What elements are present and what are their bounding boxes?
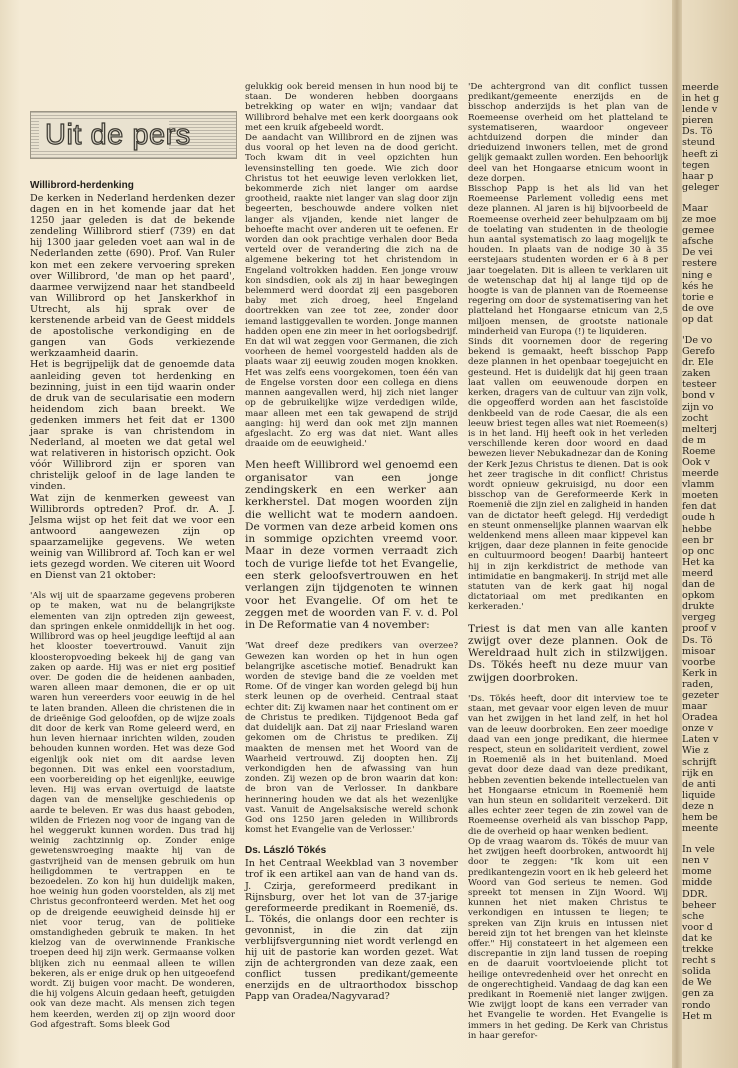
cropped-line: De vei: [682, 247, 713, 259]
cropped-line: geleger: [682, 181, 719, 193]
cropped-line: hebbe: [682, 523, 712, 535]
cropped-line: meerde: [682, 82, 719, 93]
cropped-line: Het m: [682, 1010, 713, 1022]
article-paragraph: Men heeft Willibrord wel genoemd een organisator van een jonge zendingskerk en een werker aan kerkherstel. Dat mogen woorden zijn die wellicht wat te modern aandoen. De vormen van deze arbeid komen ons in sommige opzichten vreemd voor. Maar in deze vormen verraadt zich toch de vurige liefde tot het Evangelie, een sterk geloofsvertrouwen en het verlangen zijn tijdgenoten te winnen voor het Evangelie. Of om het te zeggen met de woorden van F. v. d. Pol in De Reformatie van 4 november:: [245, 459, 458, 632]
cropped-line: rondo: [682, 999, 711, 1011]
cropped-line: lende v: [682, 104, 718, 116]
cropped-line: DDR.: [682, 888, 708, 900]
article-paragraph: In het Centraal Weekblad van 3 november trof ik een artikel aan van de hand van ds. J. Czirja, gereformeerd predikant in Rijnsburg, over het lot van de 37-jarige gereformeerde predikant in Roemenië, ds. L. Tökés, die onlangs door een rechter is gevonnist, in die zin dat zijn verblijfsvergunning niet wordt verlengd en hij uit de pastorie kan worden gezet. Wat zijn de achtergronden van deze zaak, een conflict tussen predikant/gemeente enerzijds en de ultraorthodox bisschop Papp van Oradea/Nagyvarad?: [245, 858, 458, 1003]
cropped-line: Gerefo: [682, 346, 715, 358]
article-paragraph: Wat zijn de kenmerken geweest van Willibrords optreden? Prof. dr. A. J. Jelsma wijst op het feit dat we voor een antwoord aangewezen zijn op spaarzamelijke gegevens. We weten weinig van Willibrord af. Toch kan er wel iets gezegd worden. We citeren uit Woord en Dienst van 21 oktober:: [30, 492, 235, 582]
cropped-line: dr. Ele: [682, 357, 714, 369]
cropped-line: Maar: [682, 202, 708, 214]
cropped-line: steund: [682, 137, 715, 149]
cropped-line: Kerk in: [682, 667, 718, 679]
cropped-line: moeten: [682, 490, 719, 502]
quote-paragraph: Op de vraag waarom ds. Tökés de muur van het zwijgen heeft doorbroken, antwoordt hij door te zeggen: "Ik kom uit een predikantengezin voort en ik heb geleerd het Woord van God serieus te nemen. God spreekt tot mensen in Zijn Woord. Wij kunnen het niet maken Christus te verkondigen en intussen te liegen; te spreken van Zijn kruis en intussen niet bereid zijn tot het brengen van het kleinste offer." Hij constateert in het algemeen een discrepantie in zijn land tussen de roeping en de daaruit voortvloeiende plicht tot heilige ontevredenheid over het onrecht en de ongerechtigheid. Vandaag de dag kan een predikant in Roemenië niet langer zwijgen. Wie zwijgt loopt de kans een verrader van het Evangelie te worden. Het Evangelie is immers in het geding. De Kerk van Christus in haar gerefor-: [468, 836, 668, 1041]
cropped-line: Laten v: [682, 734, 719, 746]
cropped-line: gemee: [682, 225, 715, 237]
quote-paragraph: Bisschop Papp is het als lid van het Roemeense Parlement volledig eens met deze plannen. Al jaren is hij bijvoorbeeld de Roemeense overheid zeer behulpzaam om bij de toelating van studenten in de theologie hun aantal systematisch zo laag mogelijk te houden. In plaats van de nodige 30 à 35 eerstejaars studenten worden er 6 à 8 per jaar toegelaten. Dit is alleen te verklaren uit de wetenschap dat hij al lange tijd op de hoogte is van de plannen van de Roemeense regering om door de systematisering van het platteland het Hongaarse etnicum van 2,5 miljoen mensen, de grootste nationale minderheid van Europa (!) te liquideren.: [468, 184, 668, 337]
cropped-line: recht s: [682, 955, 716, 967]
cropped-line: ze moe: [682, 214, 717, 226]
cropped-line: onze v: [682, 723, 714, 735]
cropped-line: trekke: [682, 944, 714, 956]
page-fold-gutter: [672, 0, 682, 1068]
cropped-line: beheer: [682, 899, 716, 911]
cropped-line: Wie z: [682, 745, 709, 757]
cropped-line: vergeg: [682, 612, 716, 624]
cropped-line: in het g: [682, 93, 720, 105]
cropped-line: zijn vo: [682, 401, 714, 413]
cropped-line: liquide: [682, 789, 716, 801]
article-paragraph: Het is begrijpelijk dat de genoemde data aanleiding geven tot herdenking en bezinning, juist in een tijd waarin onder de druk van de secularisatie een modern heidendom zich baan breekt. We gedenken immers het feit dat er 1300 jaar sprake is van christendom in Nederland, al moeten we dat getal wel wat relativeren in historisch opzicht. Ook vóór Willibrord zijn er sporen van christelijk geloof in de lage landen te vinden.: [30, 359, 235, 493]
cropped-line: de ove: [682, 302, 714, 314]
cropped-line: meerde: [682, 468, 719, 480]
masthead-title: Uit de pers: [45, 119, 191, 151]
cropped-line: zocht: [682, 412, 709, 424]
section-heading-tokes: Ds. László Tökés: [245, 845, 327, 857]
cropped-line: haar p: [682, 170, 714, 182]
cropped-line: vlamm: [682, 479, 715, 491]
quote-paragraph: gelukkig ook bereid mensen in hun nood bij te staan. De wonderen hebben doorgaans betrekking op water en wijn; vandaar dat Willibrord behalve met een kerk doorgaans ook met een kruik afgebeeld wordt.: [245, 82, 458, 133]
cropped-line: raden,: [682, 678, 714, 690]
cropped-line: de anti: [682, 778, 716, 790]
cropped-line: zaken: [682, 368, 711, 380]
cropped-line: meente: [682, 823, 719, 835]
cropped-line: testeer: [682, 379, 717, 391]
cropped-line: de m: [682, 434, 706, 446]
cropped-line: 'De vo: [682, 334, 713, 346]
cropped-line: mome: [682, 866, 712, 878]
cropped-line: afsche: [682, 236, 714, 248]
cropped-line: proof v: [682, 623, 717, 635]
cropped-line: drukte: [682, 601, 715, 613]
column-3: [468, 82, 668, 1041]
cropped-line: pieren: [682, 115, 714, 127]
cropped-line: Oradea: [682, 712, 718, 724]
cropped-line: rijk en: [682, 767, 714, 779]
cropped-line: Roeme: [682, 445, 716, 457]
cropped-line: schrijft: [682, 756, 717, 768]
cropped-line: deze n: [682, 800, 714, 812]
cropped-line: In vele: [682, 844, 715, 856]
quote-paragraph: 'Wat dreef deze predikers van overzee? Gewezen kan worden op het in hun ogen belangrijke ascetische motief. Benadrukt kan worden de stevige band die ze voelden met Rome. Of de vinger kan worden gelegd bij hun sterk leunen op de overheid. Centraal staat echter dit: Zij kwamen naar het continent om er de Christus te prediken. Tijdgenoot Beda gaf dat duidelijk aan. Dat zij naar Friesland waren gekomen om de Christus te prediken. Zij maakten de mensen met het Woord van de Waarheid vertrouwd. Zij doopten hen. Zij verkondigden hen de afwassing van hun zonden. Zij wezen op de bron waarin dat kon: de bron van de Verlosser. In dankbare herinnering houden we dat als het wezenlijke vast. Vanuit de Angelsaksische wereld schonk God ons 1250 jaren geleden in Willibrords komst het Evangelie van de Verlosser.': [245, 641, 458, 836]
cropped-line: misoar: [682, 645, 716, 657]
quote-paragraph: De aandacht van Willibrord en de zijnen was dus vooral op het leven na de dood gericht. Toch kwam dit in veel opzichten hun levensinstelling ten goede. Wie zich door Christus tot het eeuwige leven verlokken liet, bekommerde zich niet langer om aardse grootheid, raakte niet langer van slag door zijn begeerten, beschouwde andere volken niet langer als vijanden, kende niet langer de behoefte macht over anderen uit te oefenen. Er worden dan ook prachtige verhalen door Beda verteld over de verandering die zich na de algemene bekering tot het christendom in Engeland voltrokken hadden. Een jonge vrouw kon sindsdien, ook als zij in haar bewegingen belemmerd werd doordat zij een pasgeboren baby met zich droeg, heel Engeland doortrekken van zee tot zee, zonder door iemand lastiggevallen te worden. Jonge mannen hadden open ene zin meer in het oorlogsbedrijf. En dat wil wat zeggen voor Germanen, die zich voorheen de hemel voorgesteld hadden als de plaats waar zij eeuwig zouden mogen knokken. Het was zelfs eens voorgekomen, toen één van de Engelse vorsten door een collega en diens mannen aangevallen werd, hij zich niet langer op de gebruikelijke wijze verdedigen wilde, maar alleen met een tak gewapend de strijd aanging: hij werd dan ook met zijn mannen afgeslacht. Zo erg was dat niet. Want alles draaide om de eeuwigheid.': [245, 133, 458, 450]
cropped-line: Ds. Tö: [682, 634, 713, 646]
cropped-line: meerd: [682, 567, 714, 579]
column-1: [30, 180, 235, 1030]
quote-paragraph: 'Ds. Tökés heeft, door dit interview toe te staan, met gevaar voor eigen leven de muur van het zwijgen in het land zelf, in het hol van de leeuw doorbroken. Een zeer moedige daad van een jonge predikant, die hiermee respect, steun en solidariteit verdient, zowel in Roemenië als in het buitenland. Moed gevat door deze daad van deze predikant, hebben zeventien bekende intellectuelen van het Hongaarse etnicum in Roemenië hem van hun steun en solidariteit verzekerd. Dit alles echter zeer tegen de zin zowel van de Roemeense overheid als van bisschop Papp, die de overheid op haar wenken bedient.: [468, 694, 668, 837]
cropped-line: kés he: [682, 280, 714, 292]
cropped-line: sche: [682, 910, 705, 922]
cropped-line: opkom: [682, 590, 715, 602]
cropped-line: tegen: [682, 159, 710, 171]
cropped-line: gezeter: [682, 689, 719, 701]
cropped-line: restere: [682, 258, 717, 270]
cropped-line: melterj: [682, 423, 717, 435]
cropped-line: fen dat: [682, 501, 717, 513]
cropped-line: hem be: [682, 812, 718, 823]
cropped-line: op onc: [682, 545, 715, 557]
cropped-line: de We: [682, 977, 712, 989]
column-masthead: [30, 111, 237, 159]
cropped-line: op dat: [682, 313, 713, 325]
cropped-line: oude h: [682, 512, 716, 524]
cropped-line: Ook v: [682, 457, 710, 468]
cropped-line: ning e: [682, 269, 713, 281]
cropped-line: bond v: [682, 390, 715, 402]
cropped-line: Ds. Tö: [682, 126, 713, 138]
cropped-line: gen za: [682, 988, 714, 1000]
cropped-line: voor d: [682, 921, 713, 933]
section-heading-willibrord: Willibrord-herdenking: [30, 180, 134, 191]
cropped-line: midde: [682, 877, 713, 889]
column-4-cropped: [682, 82, 738, 1032]
cropped-line: maar: [682, 701, 708, 713]
cropped-line: heeft zi: [682, 148, 719, 160]
cropped-line: solida: [682, 966, 711, 978]
cropped-line: voorbe: [682, 656, 716, 668]
article-paragraph: De kerken in Nederland herdenken dezer dagen en in het komende jaar dat het 1250 jaar geleden is dat de bekende zendeling Willibrord stierf (739) en dat hij 1300 jaar geleden voet aan wal in de Nederlanden zette (690). Prof. Van Ruler kon met een zekere vervoering spreken over Willibrord, 'de man op het paard', daarmee verwijzend naar het standbeeld van Willibrord op het Janskerkhof in Utrecht, als hij sprak over de kerstenende arbeid van de Geest middels de apostolische verkondiging en de gangen van Gods verkiezende werkzaamheid daarin.: [30, 193, 235, 360]
column-2: [245, 82, 458, 1032]
cropped-line: Het ka: [682, 556, 715, 568]
cropped-line: torie e: [682, 291, 714, 303]
quote-paragraph: 'De achtergrond van dit conflict tussen predikant/gemeente enerzijds en de bisschop anderzijds is het plan van de Roemeense overheid om het platteland te systematiseren, waardoor ongeveer achtduizend dorpen die minder dan drieduizend inwoners tellen, met de grond gelijk gemaakt zullen worden. Een behoorlijk deel van het Hongaarse etnicum woont in deze dorpen.: [468, 82, 668, 184]
cropped-line: een br: [682, 534, 714, 546]
cropped-line: nen v: [682, 855, 709, 867]
quote-paragraph: Sinds dit voornemen door de regering bekend is gemaakt, heeft bisschop Papp deze plannen in het openbaar toegejuicht en gesteund. Het is duidelijk dat hij geen traan laat vallen om eeuwenoude dorpen en kerken, dragers van de cultuur van zijn volk, die opgeofferd worden aan het fascistoïde denkbeeld van de rode Caesar, die als een leeuw briest tegen alles wat niet Roemeen(s) is in het land. Hij heeft ook in het verleden verschillende keren door woord en daad bewezen liever Nebukadnezar dan de Koning der Kerk Jezus Christus te dienen. Dat is ook het zeer tragische in dit conflict! Christus wordt opnieuw gekruisigd, nu door een bisschop van de Gereformeerde Kerk in Roemenië die zijn ziel en zaligheid in handen van de dictator heeft gelegd. Hij verdedigt en steunt onmenselijke plannen waarvan elk weldenkend mens alleen maar kippevel kan krijgen, daar deze plannen in feite genocide en cultuurmoord beogen! Daarbij hanteert hij in zijn kerkdistrict de methode van intimidatie en bangmakerij. In strijd met alle statuten van de kerk gaat hij nogal dictatoriaal om met predikanten en kerkeraden.': [468, 337, 668, 613]
article-paragraph: Triest is dat men van alle kanten zwijgt over deze plannen. Ook de Wereldraad hult zich in stilzwijgen. Ds. Tökés heeft nu deze muur van zwijgen doorbroken.: [468, 622, 668, 684]
cropped-line: dat ke: [682, 932, 713, 944]
quote-paragraph: 'Als wij uit de spaarzame gegevens proberen op te maken, wat nu de belangrijkste elementen van zijn optreden zijn geweest, dan springen enkele onmiddellijk in het oog. Willibrord was op heel jeugdige leeftijd al aan het klooster toevertrouwd. Vanuit zijn kloosteropvoeding bekeek hij de gang van zaken op aarde. Hij was er niet erg positief over. De goden die de heidenen aanbaden, waren alleen maar demonen, die er op uit waren hun vereerders voor eeuwig in de hel te laten branden. Alleen die christenen die in de drieënige God geloofden, op de wijze zoals dit door de kerk van Rome geleerd werd, en hun leven hiernaar inrichten wilden, zouden behouden kunnen worden. Het was deze God eigenlijk ook niet om dit aardse leven begonnen. Dit was enkel een voorstadium, een voorbereiding op het eigenlijke, eeuwige leven. Hij was ervan overtuigd de laatste dagen van de menselijke geschiedenis op aarde te beleven. Er was dus haast geboden, wilden de Friezen nog voor de ingang van de hel weggerukt kunnen worden. Dus trad hij weinig zachtzinnig op. Zonder enige gewetenswroeging maakte hij van de gastvrijheid van de mensen gebruik om hun heiligdommen te vertrappen en te bezoedelen. Zo kon hij hun duidelijk maken, hoe weinig hun goden voorstelden, als zij met Christus geconfronteerd werden. Met het oog op de dreigende eeuwigheid deinsde hij er niet voor terug, van de politieke omstandigheden gebruik te maken. In het kielzog van de overwinnende Frankische troepen deed hij zijn werk. Germaanse volken blijken zich nu eenmaal alleen te willen bekeren, als er enige druk op hen uitgeoefend wordt. Zij buigen voor macht. De wonderen, die hij volgens Alcuin gedaan heeft, getuigden ook van deze macht. Als mensen zich tegen hem keerden, werden zij op zijn woord door God afgestraft. Soms bleek God: [30, 591, 235, 1030]
cropped-line: dan de: [682, 579, 715, 591]
